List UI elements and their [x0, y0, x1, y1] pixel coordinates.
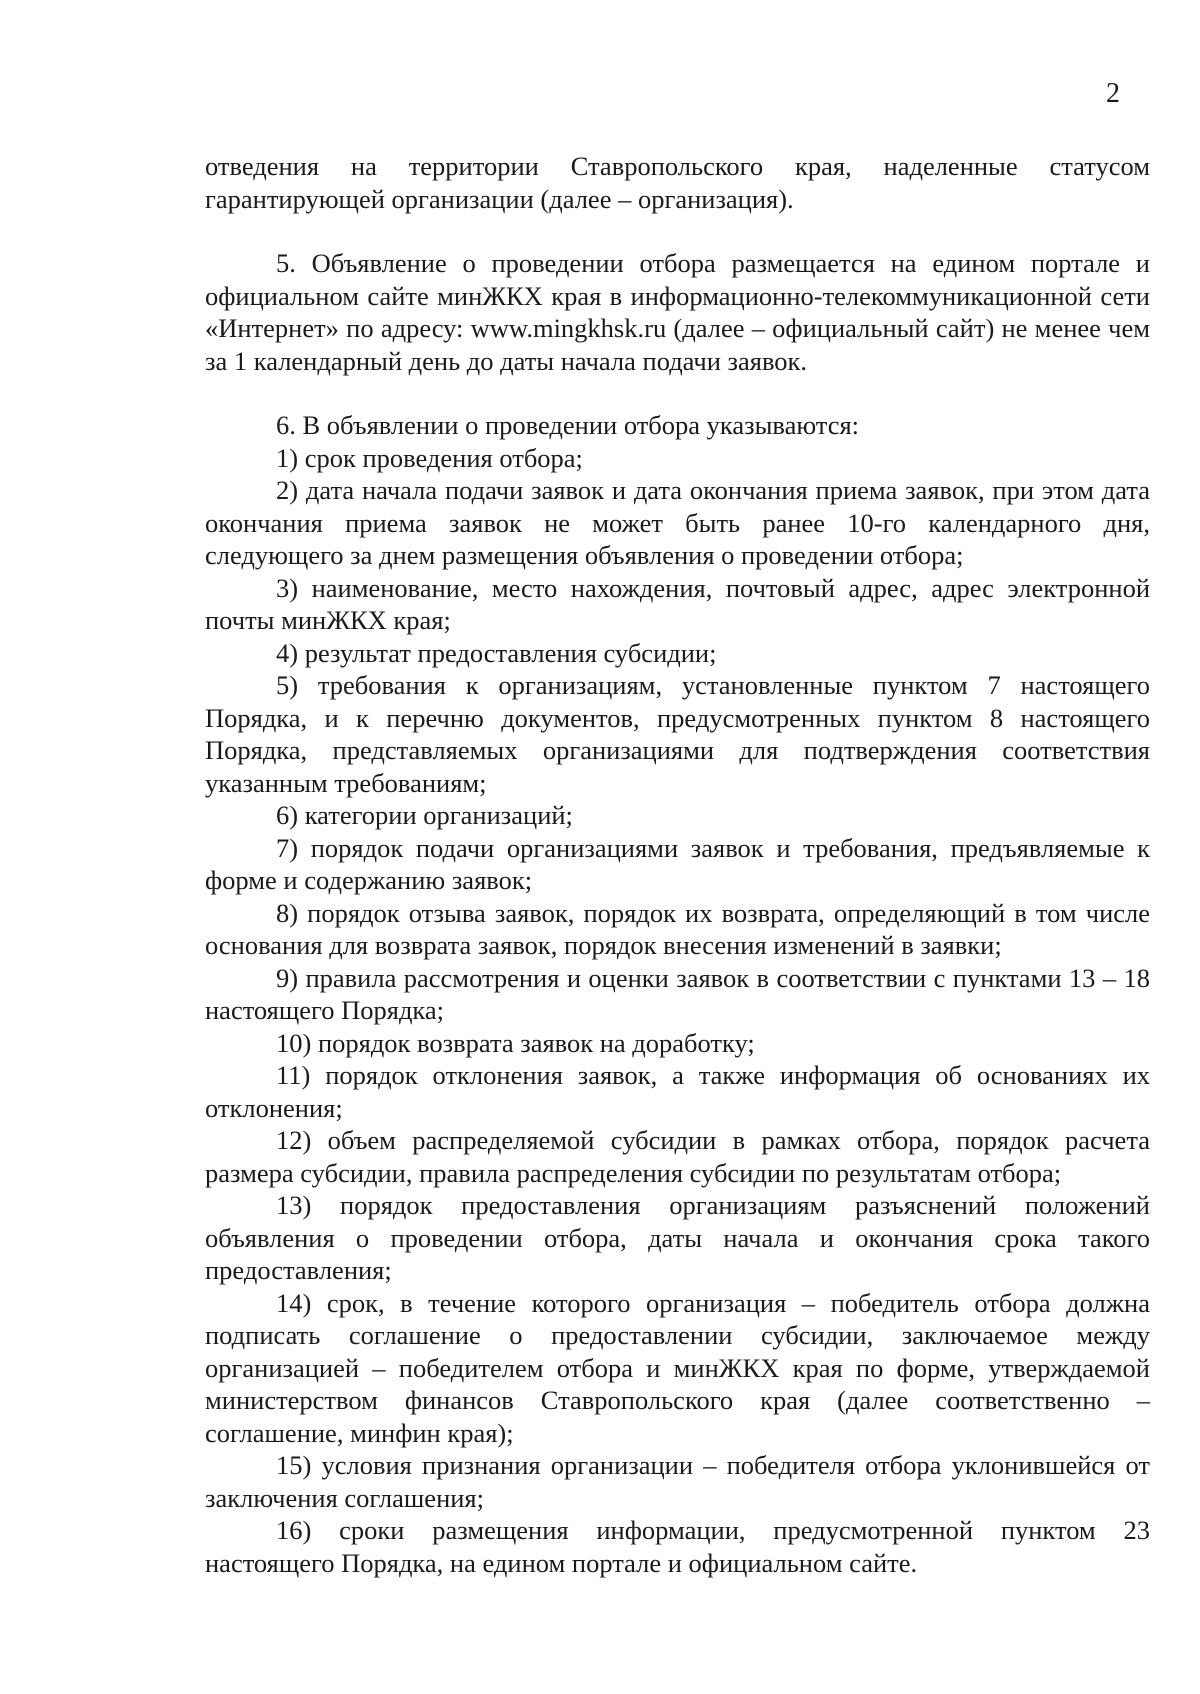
list-item-12: 12) объем распределяемой субсидии в рамках отбора, порядок расчета размера субсидии, правила распределения субсидии по результатам отбора;	[205, 1125, 1150, 1188]
list-item-2: 2) дата начала подачи заявок и дата окончания приема заявок, при этом дата окончания приема заявок не может быть ранее 10-го календарного дня, следующего за днем размещения объявления о проведении отбора;	[205, 475, 1150, 570]
document-body	[205, 150, 1150, 1579]
list-item-7: 7) порядок подачи организациями заявок и требования, предъявляемые к форме и содержанию заявок;	[205, 832, 1150, 895]
list-item-10: 10) порядок возврата заявок на доработку;	[276, 1027, 755, 1058]
list-item-3: 3) наименование, место нахождения, почтовый адрес, адрес электронной почты минЖКХ края;	[205, 572, 1150, 635]
list-item-14: 14) срок, в течение которого организация – победитель отбора должна подписать соглашение о предоставлении субсидии, заключаемое между организацией – победителем отбора и минЖКХ края по форме, утверждаемой министерством финансов Ставропольского края (далее соответственно – соглашение, минфин края);	[205, 1287, 1150, 1448]
list-item-16: 16) сроки размещения информации, предусмотренной пунктом 23 настоящего Порядка, на едином портале и официальном сайте.	[205, 1515, 1150, 1578]
list-item-1: 1) срок проведения отбора;	[276, 442, 583, 473]
list-item-13: 13) порядок предоставления организациям разъяснений положений объявления о проведении отбора, даты начала и окончания срока такого предоставления;	[205, 1190, 1150, 1285]
page-number: 2	[1106, 78, 1120, 109]
list-item-9: 9) правила рассмотрения и оценки заявок в соответствии с пунктами 13 – 18 настоящего Порядка;	[205, 962, 1150, 1025]
paragraph-item-6: 6. В объявлении о проведении отбора указываются:	[276, 410, 860, 440]
list-item-11: 11) порядок отклонения заявок, а также информация об основаниях их отклонения;	[205, 1060, 1150, 1123]
list-item-15: 15) условия признания организации – победителя отбора уклонившейся от заключения соглашения;	[205, 1450, 1150, 1513]
list-item-6: 6) категории организаций;	[276, 800, 573, 830]
paragraph-item-5: 5. Объявление о проведении отбора размещается на едином портале и официальном сайте минЖКХ края в информационно-телекоммуникационной сети «Интернет» по адресу: www.mingkhsk.ru (далее – официальный сайт) не менее чем за 1 календарный день до даты начала подачи заявок.	[205, 248, 1150, 376]
list-item-8: 8) порядок отзыва заявок, порядок их возврата, определяющий в том числе основания для возврата заявок, порядок внесения изменений в заявки;	[205, 897, 1150, 960]
list-item-5: 5) требования к организациям, установленные пунктом 7 настоящего Порядка, и к перечню документов, предусмотренных пунктом 8 настоящего Порядка, представляемых организациями для подтверждения соответствия указанным требованиям;	[205, 670, 1150, 798]
list-item-4: 4) результат предоставления субсидии;	[276, 637, 717, 668]
paragraph-continuation: отведения на территории Ставропольского края, наделенные статусом гарантирующей организации (далее – организация).	[205, 151, 1150, 214]
